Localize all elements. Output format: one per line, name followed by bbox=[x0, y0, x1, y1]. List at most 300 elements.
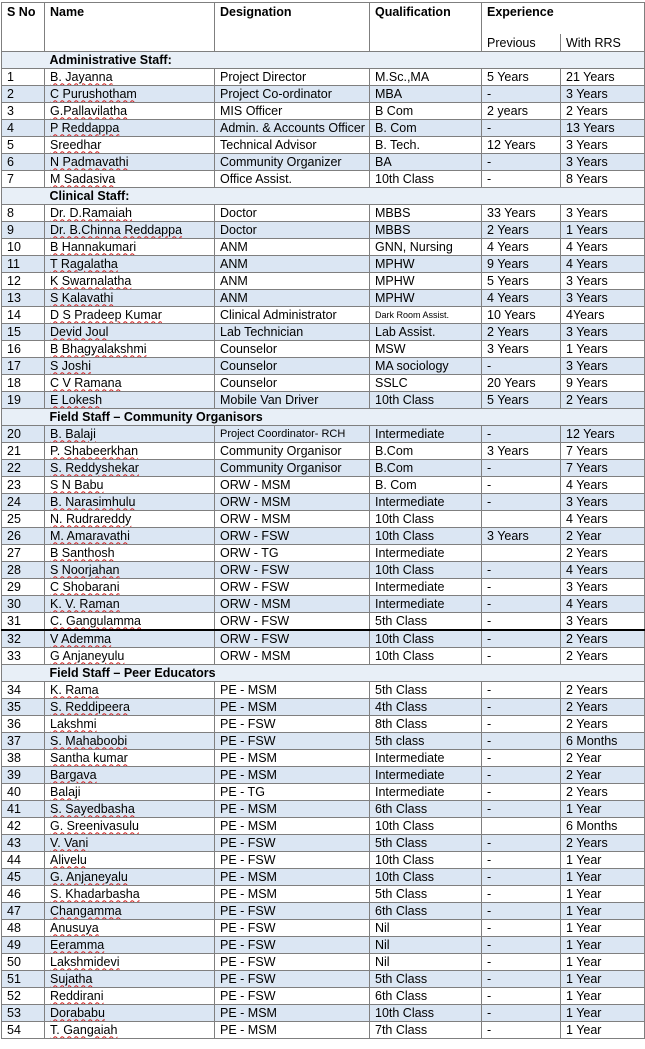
cell-previous: - bbox=[482, 561, 561, 578]
cell-designation: Technical Advisor bbox=[215, 136, 370, 153]
cell-qualification: 10th Class bbox=[370, 561, 482, 578]
cell-qualification: MBA bbox=[370, 85, 482, 102]
table-row bbox=[2, 987, 645, 1004]
cell-sno: 39 bbox=[2, 766, 45, 783]
table-row bbox=[2, 391, 645, 408]
cell-previous: 5 Years bbox=[482, 272, 561, 289]
cell-qualification: MSW bbox=[370, 340, 482, 357]
cell-sno: 35 bbox=[2, 698, 45, 715]
cell-previous: - bbox=[482, 868, 561, 885]
cell-name: B Santhosh bbox=[45, 544, 215, 561]
cell-sno: 29 bbox=[2, 578, 45, 595]
cell-with-rrs: 1 Year bbox=[561, 800, 645, 817]
table-row bbox=[2, 902, 645, 919]
cell-qualification: 10th Class bbox=[370, 527, 482, 544]
table-row bbox=[2, 561, 645, 578]
cell-previous: - bbox=[482, 885, 561, 902]
cell-sno: 32 bbox=[2, 630, 45, 648]
cell-sno: 21 bbox=[2, 442, 45, 459]
cell-name: C V Ramana bbox=[45, 374, 215, 391]
cell-sno: 9 bbox=[2, 221, 45, 238]
cell-previous: - bbox=[482, 953, 561, 970]
cell-sno: 22 bbox=[2, 459, 45, 476]
cell-sno: 36 bbox=[2, 715, 45, 732]
cell-with-rrs: 1 Year bbox=[561, 902, 645, 919]
cell-qualification: Lab Assist. bbox=[370, 323, 482, 340]
table-row bbox=[2, 630, 645, 648]
cell-qualification: MPHW bbox=[370, 289, 482, 306]
cell-designation: Project Co-ordinator bbox=[215, 85, 370, 102]
cell-designation: ORW - MSM bbox=[215, 493, 370, 510]
header-sno: S No bbox=[2, 3, 45, 52]
cell-qualification: 10th Class bbox=[370, 510, 482, 527]
cell-with-rrs: 7 Years bbox=[561, 459, 645, 476]
cell-designation: Counselor bbox=[215, 340, 370, 357]
cell-qualification: 5th Class bbox=[370, 612, 482, 630]
cell-designation: PE - MSM bbox=[215, 749, 370, 766]
cell-previous: 10 Years bbox=[482, 306, 561, 323]
cell-with-rrs: 12 Years bbox=[561, 425, 645, 442]
cell-designation: PE - TG bbox=[215, 783, 370, 800]
cell-with-rrs: 4 Years bbox=[561, 476, 645, 493]
cell-sno: 44 bbox=[2, 851, 45, 868]
cell-with-rrs: 3 Years bbox=[561, 289, 645, 306]
cell-name: M Sadasiva bbox=[45, 170, 215, 187]
cell-previous: - bbox=[482, 578, 561, 595]
cell-designation: Counselor bbox=[215, 357, 370, 374]
cell-previous: - bbox=[482, 153, 561, 170]
cell-sno: 37 bbox=[2, 732, 45, 749]
cell-designation: PE - MSM bbox=[215, 681, 370, 698]
table-row bbox=[2, 595, 645, 612]
cell-name: G. Sreenivasulu bbox=[45, 817, 215, 834]
table-row bbox=[2, 340, 645, 357]
cell-name: M. Amaravathi bbox=[45, 527, 215, 544]
cell-with-rrs: 2 Years bbox=[561, 630, 645, 648]
cell-designation: PE - FSW bbox=[215, 970, 370, 987]
cell-sno: 14 bbox=[2, 306, 45, 323]
table-row bbox=[2, 476, 645, 493]
cell-designation: Clinical Administrator bbox=[215, 306, 370, 323]
cell-qualification: 5th Class bbox=[370, 834, 482, 851]
cell-previous: - bbox=[482, 119, 561, 136]
cell-qualification: 6th Class bbox=[370, 987, 482, 1004]
cell-with-rrs: 4 Years bbox=[561, 255, 645, 272]
cell-name: Dr. D.Ramaiah bbox=[45, 204, 215, 221]
cell-sno: 8 bbox=[2, 204, 45, 221]
cell-sno: 46 bbox=[2, 885, 45, 902]
cell-name: S. Mahaboobi bbox=[45, 732, 215, 749]
cell-designation: PE - FSW bbox=[215, 902, 370, 919]
table-row bbox=[2, 834, 645, 851]
cell-with-rrs: 3 Years bbox=[561, 153, 645, 170]
cell-with-rrs: 2 Years bbox=[561, 698, 645, 715]
cell-previous: - bbox=[482, 987, 561, 1004]
cell-designation: Office Assist. bbox=[215, 170, 370, 187]
cell-qualification: Nil bbox=[370, 936, 482, 953]
cell-qualification: SSLC bbox=[370, 374, 482, 391]
section-header bbox=[2, 51, 645, 68]
header-name: Name bbox=[45, 3, 215, 52]
cell-name: S Kalavathi bbox=[45, 289, 215, 306]
cell-sno: 45 bbox=[2, 868, 45, 885]
cell-qualification: M.Sc.,MA bbox=[370, 68, 482, 85]
section-title: Field Staff – Peer Educators bbox=[45, 664, 645, 681]
cell-previous: 5 Years bbox=[482, 68, 561, 85]
table-row bbox=[2, 953, 645, 970]
cell-designation: PE - FSW bbox=[215, 987, 370, 1004]
cell-name: B. Narasimhulu bbox=[45, 493, 215, 510]
cell-name: N Padmavathi bbox=[45, 153, 215, 170]
cell-qualification: Intermediate bbox=[370, 783, 482, 800]
cell-sno: 52 bbox=[2, 987, 45, 1004]
table-row bbox=[2, 374, 645, 391]
cell-previous: 5 Years bbox=[482, 391, 561, 408]
table-row bbox=[2, 442, 645, 459]
cell-previous: - bbox=[482, 170, 561, 187]
cell-sno: 3 bbox=[2, 102, 45, 119]
cell-sno: 20 bbox=[2, 425, 45, 442]
cell-previous: - bbox=[482, 1021, 561, 1038]
cell-sno: 6 bbox=[2, 153, 45, 170]
cell-name: Lakshmi bbox=[45, 715, 215, 732]
cell-designation: PE - MSM bbox=[215, 868, 370, 885]
cell-sno: 7 bbox=[2, 170, 45, 187]
table-row bbox=[2, 612, 645, 630]
cell-qualification: B.Com bbox=[370, 459, 482, 476]
cell-name: G. Anjaneyalu bbox=[45, 868, 215, 885]
cell-designation: PE - MSM bbox=[215, 766, 370, 783]
cell-with-rrs: 3 Years bbox=[561, 85, 645, 102]
cell-name: B Hannakumari bbox=[45, 238, 215, 255]
cell-qualification: Dark Room Assist. bbox=[370, 306, 482, 323]
cell-with-rrs: 4 Years bbox=[561, 595, 645, 612]
cell-qualification: Nil bbox=[370, 919, 482, 936]
cell-with-rrs: 1 Year bbox=[561, 919, 645, 936]
header-qualification: Qualification bbox=[370, 3, 482, 52]
cell-name: Dr. B.Chinna Reddappa bbox=[45, 221, 215, 238]
section-spacer bbox=[2, 187, 45, 204]
section-header bbox=[2, 408, 645, 425]
cell-designation: PE - FSW bbox=[215, 953, 370, 970]
cell-name: Bargava bbox=[45, 766, 215, 783]
cell-with-rrs: 3 Years bbox=[561, 204, 645, 221]
cell-with-rrs: 2 Year bbox=[561, 766, 645, 783]
cell-sno: 31 bbox=[2, 612, 45, 630]
cell-designation: PE - MSM bbox=[215, 800, 370, 817]
cell-sno: 53 bbox=[2, 1004, 45, 1021]
header-with-rrs: With RRS bbox=[561, 34, 645, 52]
cell-designation: PE - FSW bbox=[215, 834, 370, 851]
cell-designation: Doctor bbox=[215, 204, 370, 221]
cell-name: S. Reddipeera bbox=[45, 698, 215, 715]
cell-designation: ORW - FSW bbox=[215, 630, 370, 648]
cell-sno: 10 bbox=[2, 238, 45, 255]
cell-name: T. Gangaiah bbox=[45, 1021, 215, 1038]
cell-qualification: 5th class bbox=[370, 732, 482, 749]
cell-with-rrs: 2 Years bbox=[561, 834, 645, 851]
cell-qualification: Nil bbox=[370, 953, 482, 970]
cell-sno: 34 bbox=[2, 681, 45, 698]
staff-table bbox=[1, 2, 645, 1039]
cell-previous: - bbox=[482, 630, 561, 648]
cell-previous: - bbox=[482, 357, 561, 374]
cell-name: P Reddappa bbox=[45, 119, 215, 136]
cell-sno: 51 bbox=[2, 970, 45, 987]
cell-designation: PE - FSW bbox=[215, 732, 370, 749]
cell-previous: 3 Years bbox=[482, 527, 561, 544]
section-title: Field Staff – Community Organisors bbox=[45, 408, 645, 425]
table-row bbox=[2, 919, 645, 936]
cell-with-rrs: 2 Years bbox=[561, 647, 645, 664]
table-row bbox=[2, 68, 645, 85]
cell-qualification: B. Com bbox=[370, 119, 482, 136]
cell-qualification: 5th Class bbox=[370, 970, 482, 987]
cell-designation: PE - MSM bbox=[215, 1004, 370, 1021]
cell-sno: 5 bbox=[2, 136, 45, 153]
table-row bbox=[2, 170, 645, 187]
cell-qualification: 5th Class bbox=[370, 885, 482, 902]
cell-name: C Purushotham bbox=[45, 85, 215, 102]
table-row bbox=[2, 749, 645, 766]
cell-with-rrs: 4 Years bbox=[561, 238, 645, 255]
cell-sno: 49 bbox=[2, 936, 45, 953]
cell-name: T Ragalatha bbox=[45, 255, 215, 272]
cell-sno: 12 bbox=[2, 272, 45, 289]
cell-designation: Admin. & Accounts Officer bbox=[215, 119, 370, 136]
cell-previous bbox=[482, 544, 561, 561]
cell-qualification: 7th Class bbox=[370, 1021, 482, 1038]
cell-qualification: GNN, Nursing bbox=[370, 238, 482, 255]
cell-with-rrs: 4 Years bbox=[561, 510, 645, 527]
cell-name: Lakshmidevi bbox=[45, 953, 215, 970]
cell-with-rrs: 6 Months bbox=[561, 732, 645, 749]
cell-qualification: B Com bbox=[370, 102, 482, 119]
cell-previous: - bbox=[482, 970, 561, 987]
cell-name: V. Vani bbox=[45, 834, 215, 851]
cell-designation: ORW - MSM bbox=[215, 647, 370, 664]
cell-designation: ANM bbox=[215, 238, 370, 255]
cell-with-rrs: 1 Year bbox=[561, 953, 645, 970]
table-row bbox=[2, 578, 645, 595]
cell-with-rrs: 2 Year bbox=[561, 749, 645, 766]
cell-previous: - bbox=[482, 459, 561, 476]
section-title: Administrative Staff: bbox=[45, 51, 645, 68]
cell-previous: - bbox=[482, 698, 561, 715]
cell-qualification: Intermediate bbox=[370, 749, 482, 766]
cell-name: S N Babu bbox=[45, 476, 215, 493]
table-row bbox=[2, 970, 645, 987]
cell-name: V Ademma bbox=[45, 630, 215, 648]
table-row bbox=[2, 698, 645, 715]
cell-qualification: MBBS bbox=[370, 204, 482, 221]
cell-with-rrs: 2 Years bbox=[561, 715, 645, 732]
table-row bbox=[2, 255, 645, 272]
cell-with-rrs: 1 Years bbox=[561, 221, 645, 238]
table-row bbox=[2, 493, 645, 510]
cell-previous: 3 Years bbox=[482, 340, 561, 357]
cell-qualification: BA bbox=[370, 153, 482, 170]
cell-designation: Project Director bbox=[215, 68, 370, 85]
section-header bbox=[2, 187, 645, 204]
cell-name: K. V. Raman bbox=[45, 595, 215, 612]
cell-previous: 33 Years bbox=[482, 204, 561, 221]
cell-qualification: 10th Class bbox=[370, 630, 482, 648]
table-row bbox=[2, 85, 645, 102]
cell-designation: Lab Technician bbox=[215, 323, 370, 340]
cell-with-rrs: 4Years bbox=[561, 306, 645, 323]
cell-qualification: 6th Class bbox=[370, 902, 482, 919]
cell-name: Balaji bbox=[45, 783, 215, 800]
cell-previous: 4 Years bbox=[482, 238, 561, 255]
cell-designation: Community Organisor bbox=[215, 459, 370, 476]
cell-with-rrs: 6 Months bbox=[561, 817, 645, 834]
cell-previous: - bbox=[482, 783, 561, 800]
cell-with-rrs: 3 Years bbox=[561, 612, 645, 630]
cell-name: P. Shabeerkhan bbox=[45, 442, 215, 459]
cell-name: Sreedhar bbox=[45, 136, 215, 153]
cell-with-rrs: 1 Years bbox=[561, 340, 645, 357]
cell-designation: Mobile Van Driver bbox=[215, 391, 370, 408]
table-row bbox=[2, 221, 645, 238]
cell-designation: Community Organizer bbox=[215, 153, 370, 170]
cell-with-rrs: 1 Year bbox=[561, 885, 645, 902]
cell-qualification: 10th Class bbox=[370, 391, 482, 408]
cell-previous: - bbox=[482, 612, 561, 630]
cell-previous: 3 Years bbox=[482, 442, 561, 459]
section-spacer bbox=[2, 664, 45, 681]
cell-name: Anusuya bbox=[45, 919, 215, 936]
cell-previous: - bbox=[482, 902, 561, 919]
cell-sno: 50 bbox=[2, 953, 45, 970]
cell-previous: - bbox=[482, 715, 561, 732]
cell-with-rrs: 1 Year bbox=[561, 970, 645, 987]
cell-name: Alivelu bbox=[45, 851, 215, 868]
cell-designation: ORW - FSW bbox=[215, 561, 370, 578]
cell-name: N. Rudrareddy bbox=[45, 510, 215, 527]
cell-sno: 25 bbox=[2, 510, 45, 527]
cell-qualification: 5th Class bbox=[370, 681, 482, 698]
cell-qualification: 10th Class bbox=[370, 868, 482, 885]
cell-name: K. Rama bbox=[45, 681, 215, 698]
table-row bbox=[2, 885, 645, 902]
cell-designation: ORW - MSM bbox=[215, 595, 370, 612]
cell-previous: - bbox=[482, 425, 561, 442]
cell-qualification: 10th Class bbox=[370, 647, 482, 664]
cell-previous: 2 Years bbox=[482, 323, 561, 340]
cell-previous: - bbox=[482, 493, 561, 510]
cell-with-rrs: 1 Year bbox=[561, 851, 645, 868]
cell-sno: 33 bbox=[2, 647, 45, 664]
cell-sno: 41 bbox=[2, 800, 45, 817]
cell-sno: 30 bbox=[2, 595, 45, 612]
table-row bbox=[2, 936, 645, 953]
cell-designation: PE - MSM bbox=[215, 885, 370, 902]
table-row bbox=[2, 136, 645, 153]
cell-name: Sujatha bbox=[45, 970, 215, 987]
cell-with-rrs: 2 Years bbox=[561, 391, 645, 408]
cell-with-rrs: 8 Years bbox=[561, 170, 645, 187]
table-row bbox=[2, 647, 645, 664]
cell-with-rrs: 3 Years bbox=[561, 272, 645, 289]
cell-qualification: B. Tech. bbox=[370, 136, 482, 153]
cell-qualification: Intermediate bbox=[370, 425, 482, 442]
cell-name: Dorababu bbox=[45, 1004, 215, 1021]
cell-designation: ANM bbox=[215, 255, 370, 272]
cell-sno: 18 bbox=[2, 374, 45, 391]
table-row bbox=[2, 357, 645, 374]
table-row bbox=[2, 204, 645, 221]
table-row bbox=[2, 544, 645, 561]
cell-with-rrs: 2 Years bbox=[561, 783, 645, 800]
cell-qualification: MPHW bbox=[370, 272, 482, 289]
cell-name: Reddirani bbox=[45, 987, 215, 1004]
cell-name: S. Reddyshekar bbox=[45, 459, 215, 476]
cell-name: C Shobarani bbox=[45, 578, 215, 595]
table-row bbox=[2, 783, 645, 800]
cell-previous: - bbox=[482, 851, 561, 868]
cell-designation: ORW - MSM bbox=[215, 476, 370, 493]
table-row bbox=[2, 851, 645, 868]
cell-with-rrs: 1 Year bbox=[561, 868, 645, 885]
cell-previous: - bbox=[482, 800, 561, 817]
cell-designation: PE - MSM bbox=[215, 1021, 370, 1038]
section-spacer bbox=[2, 408, 45, 425]
cell-sno: 48 bbox=[2, 919, 45, 936]
cell-previous: - bbox=[482, 766, 561, 783]
cell-with-rrs: 3 Years bbox=[561, 493, 645, 510]
cell-sno: 19 bbox=[2, 391, 45, 408]
cell-sno: 42 bbox=[2, 817, 45, 834]
cell-sno: 15 bbox=[2, 323, 45, 340]
section-spacer bbox=[2, 51, 45, 68]
cell-with-rrs: 1 Year bbox=[561, 1021, 645, 1038]
cell-name: Changamma bbox=[45, 902, 215, 919]
cell-previous: 9 Years bbox=[482, 255, 561, 272]
cell-with-rrs: 1 Year bbox=[561, 936, 645, 953]
table-row bbox=[2, 459, 645, 476]
cell-sno: 40 bbox=[2, 783, 45, 800]
cell-designation: ANM bbox=[215, 272, 370, 289]
cell-previous: - bbox=[482, 647, 561, 664]
cell-previous: 2 years bbox=[482, 102, 561, 119]
cell-name: S. Sayedbasha bbox=[45, 800, 215, 817]
table-row bbox=[2, 800, 645, 817]
cell-qualification: B. Com bbox=[370, 476, 482, 493]
cell-designation: ORW - FSW bbox=[215, 578, 370, 595]
cell-previous bbox=[482, 510, 561, 527]
cell-sno: 2 bbox=[2, 85, 45, 102]
cell-with-rrs: 9 Years bbox=[561, 374, 645, 391]
cell-with-rrs: 21 Years bbox=[561, 68, 645, 85]
cell-qualification: 10th Class bbox=[370, 1004, 482, 1021]
cell-with-rrs: 3 Years bbox=[561, 323, 645, 340]
cell-qualification: 10th Class bbox=[370, 817, 482, 834]
cell-with-rrs: 13 Years bbox=[561, 119, 645, 136]
cell-qualification: 6th Class bbox=[370, 800, 482, 817]
table-row bbox=[2, 119, 645, 136]
cell-sno: 13 bbox=[2, 289, 45, 306]
cell-sno: 24 bbox=[2, 493, 45, 510]
table-row bbox=[2, 1021, 645, 1038]
cell-previous: 12 Years bbox=[482, 136, 561, 153]
header-designation: Designation bbox=[215, 3, 370, 52]
table-row bbox=[2, 238, 645, 255]
cell-qualification: Intermediate bbox=[370, 578, 482, 595]
cell-previous: 2 Years bbox=[482, 221, 561, 238]
cell-designation: Project Coordinator- RCH bbox=[215, 425, 370, 442]
cell-name: S. Khadarbasha bbox=[45, 885, 215, 902]
